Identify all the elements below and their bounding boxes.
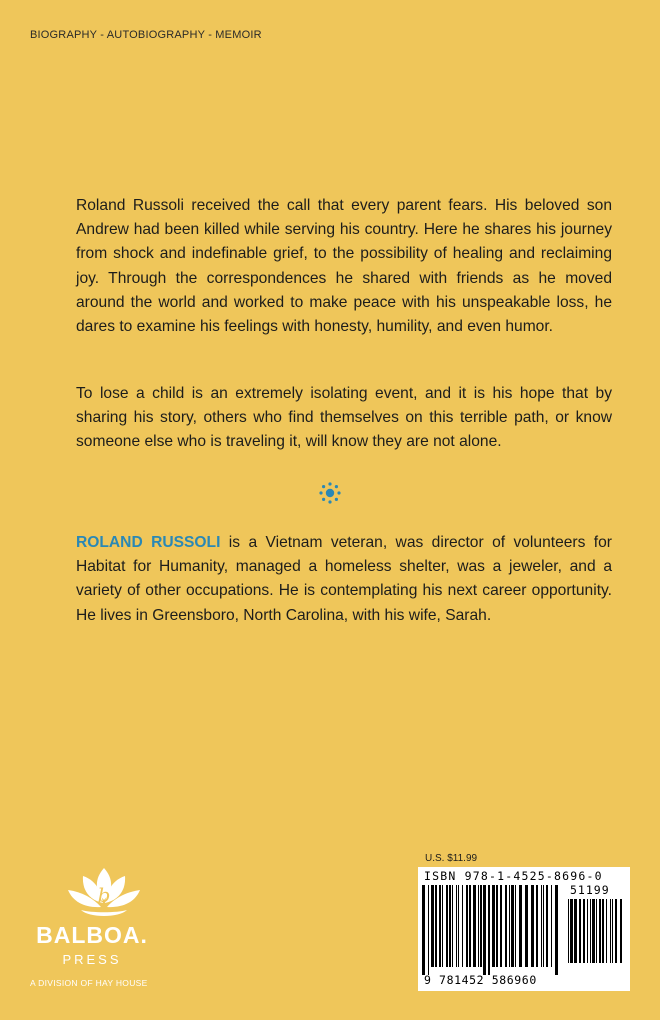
barcode-bar bbox=[590, 899, 591, 963]
barcode-bar bbox=[462, 885, 463, 967]
barcode-bar bbox=[570, 899, 573, 963]
barcode-bar bbox=[431, 885, 434, 967]
barcode-bar bbox=[551, 885, 552, 967]
barcode-bar bbox=[428, 885, 429, 975]
barcode-bar bbox=[480, 885, 482, 967]
barcode-bar bbox=[596, 899, 597, 963]
barcode-bar bbox=[610, 899, 611, 963]
barcode-main-bars bbox=[422, 885, 560, 975]
barcode-bar bbox=[500, 885, 502, 967]
addon-number: 51199 bbox=[570, 883, 610, 897]
lotus-b-icon bbox=[65, 866, 143, 924]
dotted-circle-icon bbox=[318, 481, 342, 505]
barcode-bar bbox=[488, 885, 490, 975]
barcode-bar bbox=[469, 885, 471, 967]
barcode-bar bbox=[473, 885, 476, 967]
publisher-name: BALBOA. bbox=[36, 922, 148, 948]
barcode-bar bbox=[449, 885, 451, 967]
barcode-bar bbox=[439, 885, 441, 967]
barcode-bar bbox=[555, 885, 558, 975]
barcode-bar bbox=[531, 885, 534, 967]
barcode-bar bbox=[525, 885, 528, 967]
isbn-text: ISBN 978-1-4525-8696-0 bbox=[424, 869, 603, 883]
barcode-bar bbox=[620, 899, 622, 963]
barcode-bar bbox=[579, 899, 581, 963]
barcode-bar bbox=[511, 885, 514, 967]
barcode-bar bbox=[478, 885, 479, 967]
barcode-bar bbox=[442, 885, 443, 967]
blurb-paragraph-1: Roland Russoli received the call that every parent fears. His beloved son Andrew had been killed while serving his country. Here he shares his journey from shock and indefinable grief, to the possibility of healing and reclaiming joy. Through the correspondences he shared with friends as he moved around the world and worked to make peace with his unspeakable loss, he dares to examine his feelings with honesty, humility, and even humor. bbox=[76, 197, 612, 336]
barcode-bar bbox=[536, 885, 538, 967]
publisher-imprint: PRESS bbox=[62, 952, 122, 967]
barcode-bar bbox=[452, 885, 453, 967]
barcode-bar bbox=[422, 885, 425, 975]
barcode-bar bbox=[456, 885, 457, 967]
barcode-bar bbox=[615, 899, 617, 963]
barcode-bar bbox=[612, 899, 613, 963]
logo-letter: b bbox=[97, 883, 111, 907]
barcode-bar bbox=[458, 885, 459, 967]
barcode-bar bbox=[592, 899, 595, 963]
barcode-bar bbox=[568, 899, 569, 963]
publisher-division: A DIVISION OF HAY HOUSE bbox=[30, 978, 148, 988]
barcode-bar bbox=[515, 885, 516, 967]
barcode-bar bbox=[599, 899, 601, 963]
author-bio-text: is a Vietnam veteran, was director of volunteers for Habitat for Humanity, managed a homeless shelter, was a jeweler, and a variety of other occupations. He is contemplating his next career opportunity. He lives in Greensboro, North Carolina, with his wife, Sarah. bbox=[76, 534, 612, 624]
barcode-bar bbox=[496, 885, 498, 967]
barcode-bar bbox=[492, 885, 495, 967]
barcode-bar bbox=[602, 899, 604, 963]
barcode-bar bbox=[519, 885, 522, 967]
barcode-bar bbox=[574, 899, 577, 963]
isbn-barcode bbox=[418, 867, 630, 991]
barcode-bar bbox=[543, 885, 544, 967]
barcode-bar bbox=[509, 885, 510, 967]
author-bio bbox=[76, 531, 612, 628]
barcode-bar bbox=[446, 885, 448, 967]
publisher-logo bbox=[24, 866, 184, 996]
barcode-bar bbox=[587, 899, 588, 963]
barcode-bar bbox=[505, 885, 507, 967]
barcode-bar bbox=[583, 899, 585, 963]
barcode-bar bbox=[546, 885, 548, 967]
category-label: BIOGRAPHY - AUTOBIOGRAPHY - MEMOIR bbox=[30, 29, 262, 41]
author-name: ROLAND RUSSOLI bbox=[76, 534, 221, 551]
barcode-bar bbox=[541, 885, 542, 967]
ean-number: 9 781452 586960 bbox=[424, 973, 537, 987]
barcode-bar bbox=[435, 885, 437, 967]
blurb-paragraph-2: To lose a child is an extremely isolating event, and it is his hope that by sharing his story, others who find themselves on this terrible path, or know someone else who is traveling it, will know they are not alone. bbox=[76, 385, 612, 451]
price-label: U.S. $11.99 bbox=[425, 853, 478, 864]
barcode-bar bbox=[483, 885, 486, 975]
barcode-bar bbox=[606, 899, 607, 963]
barcode-bar bbox=[466, 885, 468, 967]
barcode-addon-bars bbox=[568, 899, 626, 987]
